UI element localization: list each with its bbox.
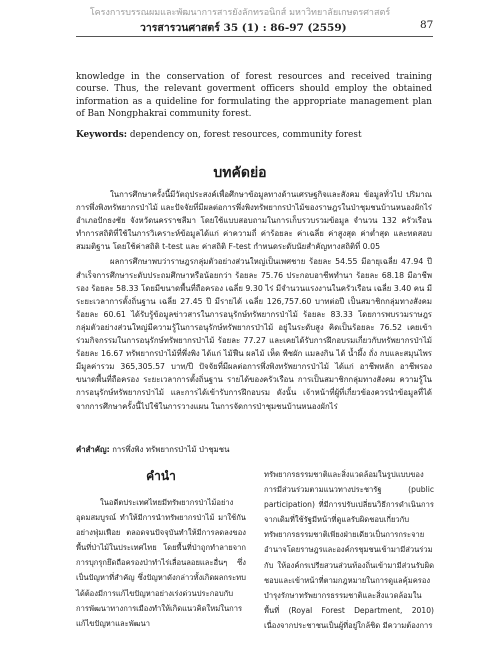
page-number: 87 [420, 19, 434, 31]
thai-keywords [76, 444, 432, 456]
english-keywords [76, 130, 432, 140]
watermark-text: โครงการบรรณผมและพัฒนาการสารยังลักทรอนิกส์ มหาวิทยาลัยเกษตรศาสตร์ [89, 8, 391, 18]
journal-header: วารสารวนศาสตร์ 35 (1) : 86-97 (2559) [140, 22, 347, 34]
thai-abstract-paragraph-1: ในการศึกษาครั้งนี้มีวัตถุประสงค์เพื่อศึกษาข้อมูลทางด้านเศรษฐกิจและสังคม ข้อมูลทั่วไป ปริมาณการพึ่งพิงทรัพยากรป่าไม้ และปัจจัยที่มีผลต่อการพึ่งพิงทรัพยากรป่าไม้ของราษฎรในป่าชุมชนบ้านหนองผักไร่ อำเภอปักธงชัย จังหวัดนครราชสีมา โดยใช้แบบสอบถามในการเก็บรวบรวมข้อมูล จำนวน 132 ครัวเรือน ทำการสถิติที่ใช้ในการวิเคราะห์ข้อมูลได้แก่ ค่าความถี่ ค่าร้อยละ ค่าเฉลี่ย ค่าสูงสุด ค่าต่ำสุด และทดสอบสมมติฐาน โดยใช้ค่าสถิติ t-test และ ค่าสถิติ F-test กำหนดระดับนัยสำคัญทางสถิติที่ 0.05 [76, 190, 432, 252]
introduction-heading: คำนำ [146, 469, 176, 483]
thai-abstract-paragraph-2: ผลการศึกษาพบว่าราษฎรกลุ่มตัวอย่างส่วนใหญ่เป็นเพศชาย ร้อยละ 54.55 มีอายุเฉลี่ย 47.94 ปี สำเร็จการศึกษาระดับประถมศึกษาหรือน้อยกว่า ร้อยละ 75.76 ประกอบอาชีพทำนา ร้อยละ 68.18 มีอาชีพรอง ร้อยละ 58.33 โดยมีขนาดพื้นที่ถือครอง เฉลี่ย 9.30 ไร่ มีจำนวนแรงงานในครัวเรือน เฉลี่ย 3.40 คน มีระยะเวลาการตั้งถิ่นฐาน เฉลี่ย 27.45 ปี มีรายได้ เฉลี่ย 126,757.60 บาทต่อปี เป็นสมาชิกกลุ่มทางสังคม ร้อยละ 60.61 ได้รับรู้ข้อมูลข่าวสารในการอนุรักษ์ทรัพยากรป่าไม้ ร้อยละ 83.33 โดยการพบรวมราษฎรกลุ่มตัวอย่างส่วนใหญ่มีความรู้ในการอนุรักษ์ทรัพยากรป่าไม้ อยู่ในระดับสูง คิดเป็นร้อยละ 76.52 เคยเข้าร่วมกิจกรรมในการอนุรักษ์ทรัพยากรป่าไม้ ร้อยละ 77.27 และเคยได้รับการฝึกอบรมเกี่ยวกับทรัพยากรป่าไม้ ร้อยละ 16.67 ทรัพยากรป่าไม้ที่พึ่งพิง ได้แก่ ไม้ฟืน ผลไม้ เห็ด พืชผัก แมลงกิน ได้ น้ำผึ้ง ถั่ง กบและสมุนไพร มีมูลค่ารวม 365,305.57 บาท/ปี ปัจจัยที่มีผลต่อการพึ่งพิงทรัพยากรป่าไม้ ได้แก่ อาชีพหลัก อาชีพรอง ขนาดพื้นที่ถือครอง ระยะเวลาการตั้งถิ่นฐาน รายได้ของครัวเรือน การเป็นสมาชิกกลุ่มทางสังคม ความรู้ในการอนุรักษ์ทรัพยากรป่าไม้ และการได้เข้ารับการฝึกอบรม ดังนั้น เจ้าหน้าที่ผู้ที่เกี่ยวข้องควรนำข้อมูลที่ได้จากการศึกษาครั้งนี้ไปใช้ในการวางแผน ในการจัดการป่าชุมชนบ้านหนองผักไร่ [76, 257, 432, 411]
english-abstract-text: knowledge in the conservation of forest resources and received training course. Thus, the relevant goverment officers should employ the obtained information as a quideline for formulating the appropriate management plan of Ban Nongphakrai community forest. [76, 72, 432, 119]
english-keywords-label: Keywords: [76, 130, 128, 140]
thai-keywords-list: การพึ่งพิง ทรัพยากรป่าไม้ ป่าชุมชน [112, 445, 230, 454]
thai-abstract [76, 188, 432, 413]
introduction-right-column: ทรัพยากรธรรมชาติและสิ่งแวดล้อมในรูปแบบของการมีส่วนร่วมตามแนวทางประชารัฐ (public participation) ที่มีการปรับเปลี่ยนวิธีการดำเนินการจากเดิมที่ใช้รัฐมีหน้าที่ดูแลรับผิดชอบเกี่ยวกับทรัพยากรธรรมชาติเพียงฝ่ายเดียวเป็นการกระจายอำนาจโดยราษฎรและองค์กรชุมชนเข้ามามีส่วนร่วมกับ ให้องค์กรเปรียสวนส่วนท้องถิ่นเข้ามามีส่วนรับผิดชอบและเข้าหน้าที่ตามกฎหมายในการดูแลคุ้มครองบำรุงรักษาทรัพยากรธรรมชาติและสิ่งแวดล้อมในพื้นที่ (Royal Forest Department, 2010) เนื่องจากประชาชนเป็นผู้ที่อยู่ใกล้ชิด มีความต้องการ [264, 470, 434, 630]
english-keywords-list: dependency on, forest resources, community forest [129, 130, 362, 140]
introduction-left-column: ในอดีตประเทศไทยมีทรัพยากรป่าไม้อย่างอุดมสมบูรณ์ ทำให้มีการนำทรัพยากรป่าไม้ มาใช้กันอย่างฟุ่มเฟือย ตลอดจนปัจจุบันทำให้มีการลดลงของพื้นที่ป่าไม้ในประเทศไทย โดยพื้นที่ป่าถูกทำลายจากการบุกรุกยึดถือครองป่าทำไร่เลื่อนลอยและอื่นๆ ซึ่งเป็นปัญหาที่สำคัญ ซึ่งปัญหาดังกล่าวทั้งเกิดผลกระทบได้ต้องมีการแก้ไขปัญหาอย่างเร่งด่วนประกอบกับการพัฒนาทางการเมืองทำให้เกิดแนวคิดใหม่ในการแก้ไขปัญหาและพัฒนา [76, 498, 246, 628]
thai-keywords-label: คำสำคัญ: [76, 445, 110, 454]
thai-abstract-title: บทคัดย่อ [213, 165, 267, 181]
header-divider [76, 36, 433, 37]
